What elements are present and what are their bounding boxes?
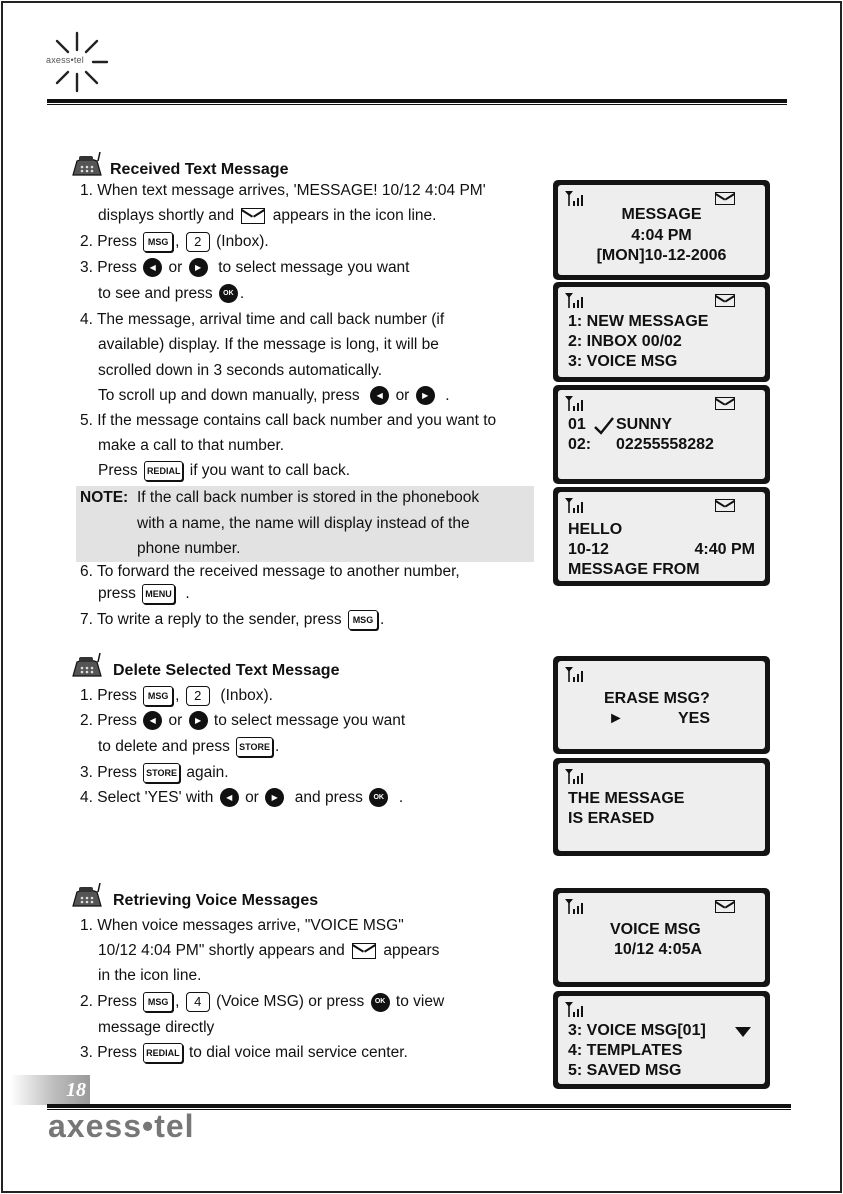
received-step-3b: to see and press OK . xyxy=(98,285,245,302)
lcd1-line3: [MON]10-12-2006 xyxy=(596,247,727,264)
right-nav-icon: ▶ xyxy=(265,788,284,807)
ok-key-icon: OK xyxy=(219,284,238,303)
received-step-3: 3. Press ◀ or ▶ to select message you want xyxy=(80,259,410,276)
lcd-message-alert xyxy=(553,180,770,280)
received-step-4c: scrolled down in 3 seconds automatically. xyxy=(98,362,383,379)
right-nav-icon: ▶ xyxy=(189,258,208,277)
delete-step-2: 2. Press ◀ or ▶ to select message you want xyxy=(80,712,406,729)
section-title-delete: Delete Selected Text Message xyxy=(113,662,340,679)
right-nav-icon: ▶ xyxy=(189,711,208,730)
footer-brand: axess•tel xyxy=(48,1108,195,1144)
msg-key-icon: MSG xyxy=(143,992,173,1012)
page-number: 18 xyxy=(66,1079,86,1101)
note-line-2: with a name, the name will display instead of the xyxy=(137,515,470,532)
envelope-icon xyxy=(715,397,735,410)
left-nav-icon: ◀ xyxy=(143,258,162,277)
delete-step-3: 3. Press STORE again. xyxy=(80,764,229,782)
lcd-voice-alert xyxy=(553,888,770,987)
section-title-received: Received Text Message xyxy=(110,161,289,178)
section-title-voice: Retrieving Voice Messages xyxy=(113,892,319,909)
left-nav-icon: ◀ xyxy=(220,788,239,807)
received-step-6b: press MENU . xyxy=(98,585,190,603)
header-logo-text: axess•tel xyxy=(46,55,84,65)
right-nav-icon: ▶ xyxy=(416,386,435,405)
envelope-icon xyxy=(715,192,735,205)
desk-phone-icon xyxy=(70,652,104,680)
redial-key-icon: REDIAL xyxy=(143,1043,183,1063)
lcd3-line2-number: 02255558282 xyxy=(616,436,714,453)
signal-icon xyxy=(564,394,586,412)
signal-icon xyxy=(564,291,586,309)
signal-icon xyxy=(564,897,586,915)
note-line-1: If the call back number is stored in the phonebook xyxy=(137,489,480,506)
lcd2-line1: 1: NEW MESSAGE xyxy=(568,313,709,330)
header-rule xyxy=(47,99,787,103)
envelope-icon xyxy=(241,208,265,224)
received-step-4d: To scroll up and down manually, press ◀ or ▶ . xyxy=(98,387,450,404)
msg-key-icon: MSG xyxy=(143,686,173,706)
voice-step-1c: in the icon line. xyxy=(98,967,202,984)
signal-icon xyxy=(564,496,586,514)
signal-icon xyxy=(564,189,586,207)
key-2-icon: 2 xyxy=(186,232,210,252)
store-key-icon: STORE xyxy=(236,737,273,757)
msg-key-icon: MSG xyxy=(348,610,378,630)
envelope-icon xyxy=(715,499,735,512)
signal-icon xyxy=(564,767,586,785)
received-step-4b: available) display. If the message is long, it will be xyxy=(98,336,439,353)
signal-icon xyxy=(564,1000,586,1018)
envelope-icon xyxy=(715,294,735,307)
signal-icon xyxy=(564,665,586,683)
lcd2-line2: 2: INBOX 00/02 xyxy=(568,333,682,350)
note-label: NOTE: xyxy=(80,489,129,506)
lcd-message-view xyxy=(553,487,770,586)
received-step-5b: make a call to that number. xyxy=(98,437,285,454)
lcd4-line1: HELLO xyxy=(568,521,623,538)
envelope-icon xyxy=(352,943,376,959)
store-key-icon: STORE xyxy=(143,763,180,783)
msg-key-icon: MSG xyxy=(143,232,173,252)
check-icon xyxy=(593,416,615,436)
voice-step-1b: 10/12 4:04 PM" shortly appears and appears xyxy=(98,942,440,959)
key-4-icon: 4 xyxy=(186,992,210,1012)
received-step-6a: 6. To forward the received message to another number, xyxy=(80,563,460,580)
lcd6-line1: THE MESSAGE xyxy=(568,790,685,807)
received-step-4a: 4. The message, arrival time and call back number (if xyxy=(80,311,445,328)
lcd5-line1: ERASE MSG? xyxy=(604,690,710,707)
voice-step-2b: message directly xyxy=(98,1019,215,1036)
lcd5-line2: YES xyxy=(678,710,711,727)
received-step-7: 7. To write a reply to the sender, press MSG . xyxy=(80,611,385,629)
lcd2-line3: 3: VOICE MSG xyxy=(568,353,678,370)
menu-key-icon: MENU xyxy=(142,584,175,604)
desk-phone-icon xyxy=(70,882,104,910)
lcd5-arrow-icon: ► xyxy=(608,710,624,727)
ok-key-icon: OK xyxy=(371,993,390,1012)
lcd-message-menu-scrolled xyxy=(553,991,770,1089)
lcd4-line2-date: 10-12 xyxy=(568,541,609,558)
desk-phone-icon xyxy=(70,151,104,179)
lcd-erased xyxy=(553,758,770,856)
redial-key-icon: REDIAL xyxy=(144,461,184,481)
lcd6-line2: IS ERASED xyxy=(568,810,655,827)
lcd1-line2: 4:04 PM xyxy=(631,227,692,244)
voice-step-3: 3. Press REDIAL to dial voice mail service center. xyxy=(80,1044,408,1062)
note-line-3: phone number. xyxy=(137,540,241,557)
lcd8-line2: 4: TEMPLATES xyxy=(568,1042,683,1059)
delete-step-1: 1. Press MSG , 2 (Inbox). xyxy=(80,687,273,705)
scroll-down-icon xyxy=(734,1026,752,1038)
lcd-erase-confirm xyxy=(553,656,770,754)
left-nav-icon: ◀ xyxy=(370,386,389,405)
voice-step-1a: 1. When voice messages arrive, "VOICE MSG" xyxy=(80,917,404,934)
lcd8-line3: 5: SAVED MSG xyxy=(568,1062,682,1079)
delete-step-4: 4. Select 'YES' with ◀ or ▶ and press OK . xyxy=(80,789,404,806)
lcd7-line1: VOICE MSG xyxy=(610,921,701,938)
lcd1-line1: MESSAGE xyxy=(621,206,702,223)
lcd8-line1: 3: VOICE MSG[01] xyxy=(568,1022,706,1039)
envelope-icon xyxy=(715,900,735,913)
header-rule-thin xyxy=(47,104,787,105)
left-nav-icon: ◀ xyxy=(143,711,162,730)
voice-step-2: 2. Press MSG , 4 (Voice MSG) or press OK to view xyxy=(80,993,445,1011)
received-step-1a: 1. When text message arrives, 'MESSAGE! 10/12 4:04 PM' xyxy=(80,182,486,199)
lcd4-line2-time: 4:40 PM xyxy=(694,541,755,558)
lcd3-line1-num: 01 xyxy=(568,416,586,433)
received-step-5c: Press REDIAL if you want to call back. xyxy=(98,462,350,480)
lcd3-line2-label: 02: xyxy=(568,436,592,453)
received-step-1b: displays shortly and appears in the icon line. xyxy=(98,207,437,224)
delete-step-2b: to delete and press STORE . xyxy=(98,738,280,756)
ok-key-icon: OK xyxy=(369,788,388,807)
lcd7-line2: 10/12 4:05A xyxy=(614,941,703,958)
key-2-icon: 2 xyxy=(186,686,210,706)
received-step-5a: 5. If the message contains call back number and you want to xyxy=(80,412,497,429)
lcd-message-menu xyxy=(553,282,770,382)
lcd3-line1-name: SUNNY xyxy=(616,416,673,433)
received-step-2: 2. Press MSG , 2 (Inbox). xyxy=(80,233,269,251)
lcd-inbox-list xyxy=(553,385,770,484)
lcd4-line3: MESSAGE FROM xyxy=(568,561,700,578)
